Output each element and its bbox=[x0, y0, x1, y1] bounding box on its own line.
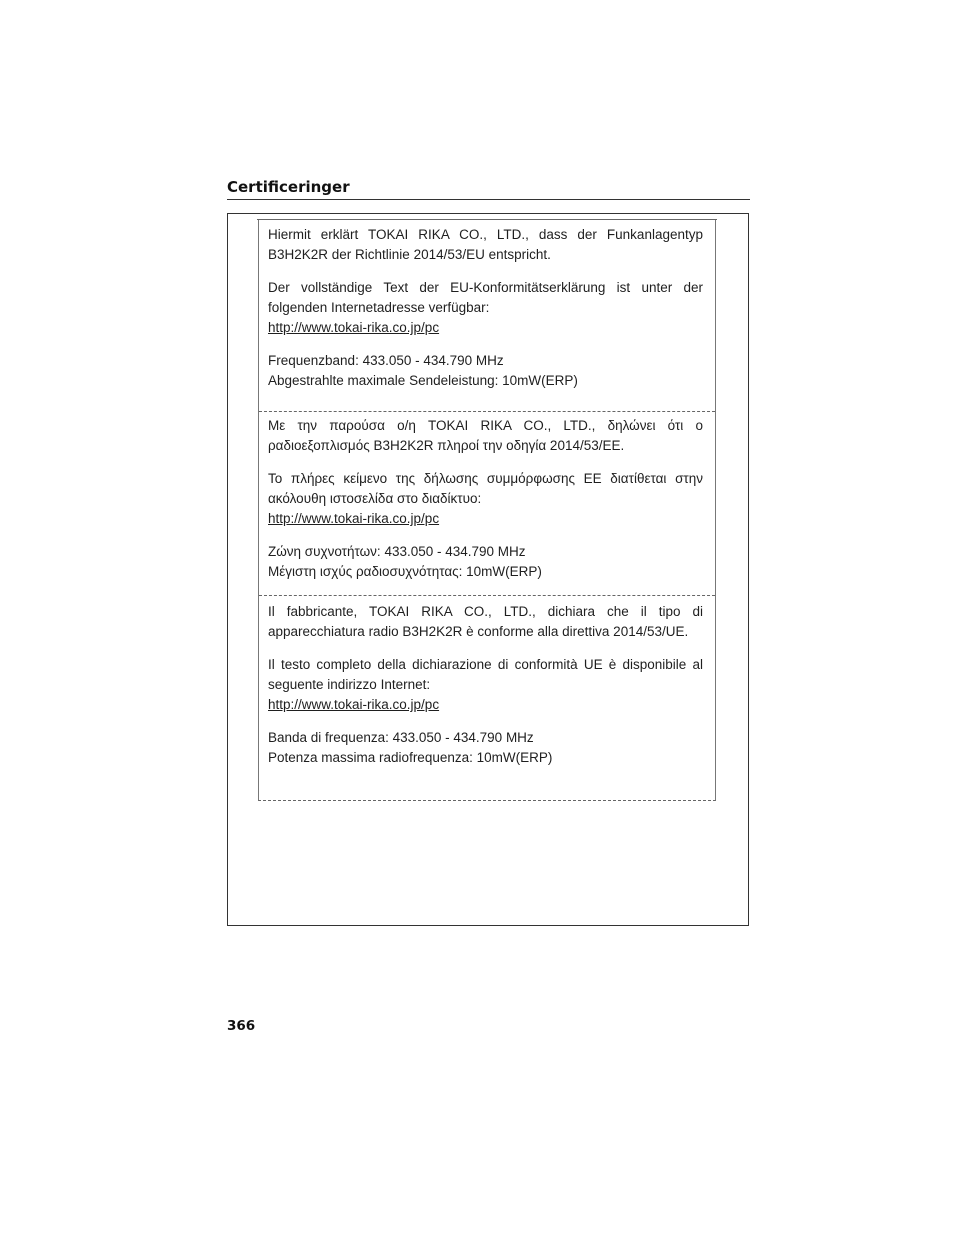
italian-declaration: Il fabbricante, TOKAI RIKA CO., LTD., dichiara che il tipo di apparecchiatura radio B3H2K2R è conforme alla direttiva 2014/53/UE. bbox=[268, 604, 703, 639]
declaration-greek bbox=[259, 411, 715, 595]
greek-max-power: Μέγιστη ισχύς ραδιοσυχνότητας: 10mW(ERP) bbox=[268, 564, 542, 579]
page-number: 366 bbox=[227, 1018, 256, 1034]
german-declaration: Hiermit erklärt TOKAI RIKA CO., LTD., dass der Funkanlagentyp B3H2K2R der Richtlinie 2014/53/EU entspricht. bbox=[268, 227, 703, 262]
section-title: Certificeringer bbox=[227, 178, 350, 196]
german-max-power: Abgestrahlte maximale Sendeleistung: 10mW(ERP) bbox=[268, 373, 578, 388]
declaration-document bbox=[258, 219, 716, 801]
german-full-text-notice: Der vollständige Text der EU-Konformitätserklärung ist unter der folgenden Internetadresse verfügbar: bbox=[268, 280, 703, 315]
greek-frequency-band: Ζώνη συχνοτήτων: 433.050 - 434.790 MHz bbox=[268, 544, 526, 559]
italian-frequency-band: Banda di frequenza: 433.050 - 434.790 MHz bbox=[268, 730, 534, 745]
declaration-italian bbox=[259, 595, 715, 799]
italian-max-power: Potenza massima radiofrequenza: 10mW(ERP) bbox=[268, 750, 553, 765]
german-url-link[interactable]: http://www.tokai-rika.co.jp/pc bbox=[268, 320, 440, 335]
greek-declaration: Με την παρούσα ο/η TOKAI RIKA CO., LTD., δηλώνει ότι ο ραδιοεξοπλισμός B3H2K2R πληροί την οδηγία 2014/53/EE. bbox=[268, 418, 703, 453]
italian-url-link[interactable]: http://www.tokai-rika.co.jp/pc bbox=[268, 697, 440, 712]
greek-full-text-notice: Το πλήρες κείμενο της δήλωσης συμμόρφωσης ΕΕ διατίθεται στην ακόλουθη ιστοσελίδα στο διαδίκτυο: bbox=[268, 471, 703, 506]
italian-full-text-notice: Il testo completo della dichiarazione di conformità UE è disponibile al seguente indirizzo Internet: bbox=[268, 657, 703, 692]
greek-url-link[interactable]: http://www.tokai-rika.co.jp/pc bbox=[268, 511, 440, 526]
declaration-german bbox=[259, 225, 715, 409]
title-divider bbox=[227, 199, 750, 200]
german-frequency-band: Frequenzband: 433.050 - 434.790 MHz bbox=[268, 353, 504, 368]
